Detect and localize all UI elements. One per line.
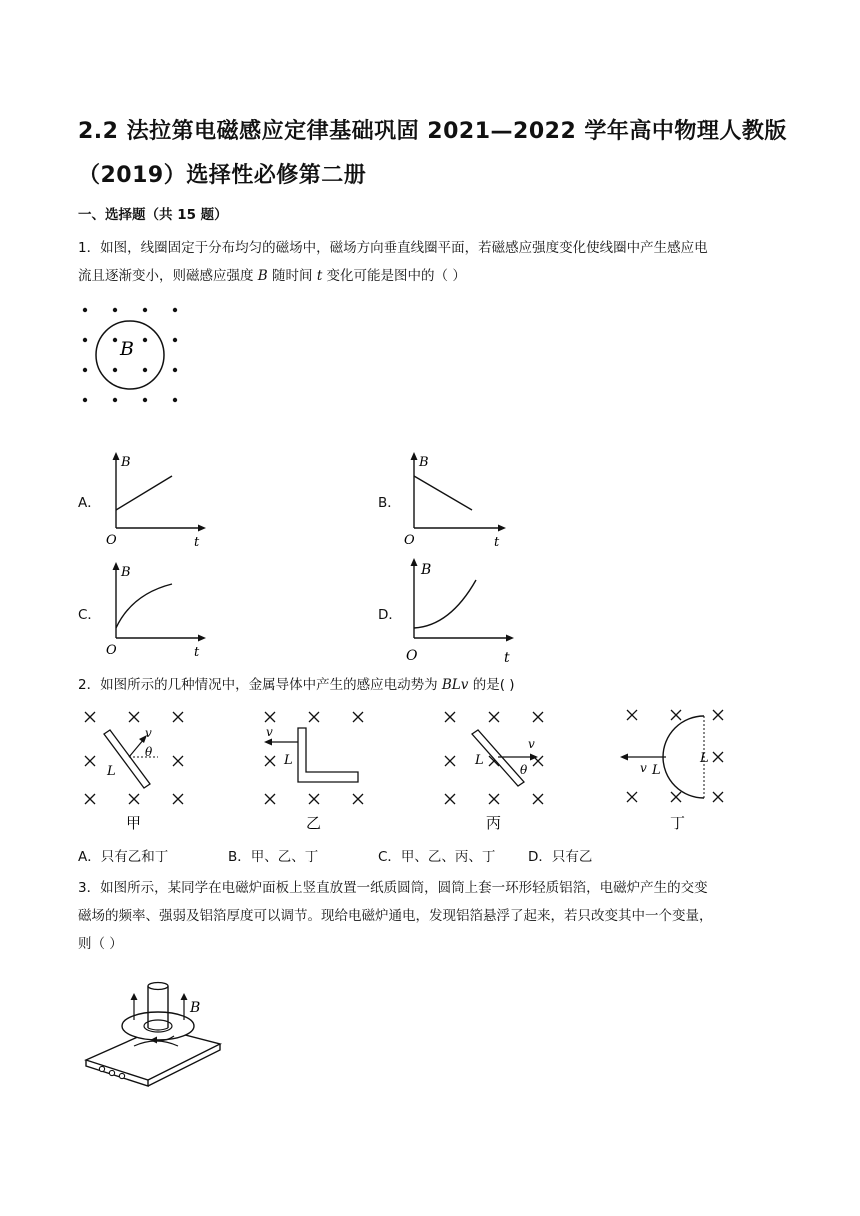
l-shaped-conductor [298,728,358,782]
q2-option-c: C．甲、乙、丙、丁 [378,849,496,865]
svg-text:v: v [528,737,535,751]
svg-text:B: B [421,562,432,578]
b-t-curve [414,580,476,628]
field-crosses [265,712,363,804]
q1-coil-figure [78,302,182,406]
q2-figure-yi [258,702,378,836]
q1-line-2: 流且逐渐变小，则磁感应强度 B 随时间 t 变化可能是图中的（ ） [78,268,466,284]
velocity-arrow [620,754,628,761]
section-heading: 一、选择题（共 15 题） [78,207,228,223]
q1-line-1: 1．如图，线圈固定于分布均匀的磁场中，磁场方向垂直线圈平面，若磁感应强度变化使线圈中产生感应电 [78,240,708,256]
document-title [78,110,798,198]
q1-option-d-graph [400,556,522,666]
svg-text:L: L [700,751,709,766]
svg-text:v: v [640,761,647,775]
svg-text:θ: θ [145,745,153,759]
svg-text:B: B [121,565,131,580]
svg-text:t: t [494,535,500,550]
q3-line-1: 3．如图所示，某同学在电磁炉面板上竖直放置一纸质圆筒，圆筒上套一环形轻质铝箔，电磁炉产生的交变 [78,880,708,896]
q1-option-d-label: D． [378,607,402,623]
q1-option-c-graph [102,556,212,662]
figure-caption: 乙 [306,814,322,832]
b-t-curve [414,476,472,510]
q3-induction-cooker-figure [78,980,228,1090]
svg-text:v: v [266,725,273,739]
field-arrow [131,993,138,1000]
field-label: B [120,338,134,360]
velocity-arrow [264,739,272,746]
question-1-text [78,234,782,290]
figure-caption: 丙 [486,814,502,832]
svg-text:B: B [121,455,131,470]
title-line-1: 2.2 法拉第电磁感应定律基础巩固 2021—2022 学年高中物理人教版 [78,119,787,144]
question-2-text: 2．如图所示的几种情况中，金属导体中产生的感应电动势为 BLv 的是( ) [78,677,515,693]
q2-figure-ding [612,702,742,836]
q1-option-a-graph [102,446,212,552]
q3-line-3: 则（ ） [78,936,123,952]
q2-option-b: B．甲、乙、丁 [228,849,319,865]
svg-text:O: O [406,648,418,664]
q2-figure-jia [78,702,198,836]
svg-text:L: L [284,753,293,768]
title-line-2: （2019）选择性必修第二册 [78,163,367,188]
figure-caption: 甲 [126,814,142,832]
svg-text:O: O [404,533,415,548]
figure-caption: 丁 [670,814,686,832]
semicircle-conductor [663,716,704,798]
b-t-curve [116,476,172,510]
q1-option-b-graph [400,446,512,552]
b-t-curve [116,584,172,628]
q1-option-a-label: A． [78,495,101,511]
q1-option-b-label: B． [378,495,401,511]
svg-text:O: O [106,643,117,658]
svg-text:v: v [145,726,152,740]
field-label: B [190,1000,201,1016]
svg-text:t: t [504,650,510,666]
q2-option-d: D．只有乙 [528,849,593,865]
svg-text:L: L [107,764,116,779]
svg-text:B: B [419,455,429,470]
q3-line-2: 磁场的频率、强弱及铝箔厚度可以调节。现给电磁炉通电，发现铝箔悬浮了起来，若只改变其中一个变量， [78,908,713,924]
svg-text:O: O [106,533,117,548]
q2-option-a: A．只有乙和丁 [78,849,169,865]
svg-text:t: t [194,535,200,550]
q1-option-c-label: C． [78,607,101,623]
q2-figure-bing [438,702,558,836]
field-arrow [181,993,188,1000]
field-crosses [85,712,183,804]
svg-text:θ: θ [520,763,528,777]
question-3-text [78,874,782,958]
svg-text:L: L [652,763,661,778]
svg-text:t: t [194,645,200,660]
svg-text:L: L [475,753,484,768]
